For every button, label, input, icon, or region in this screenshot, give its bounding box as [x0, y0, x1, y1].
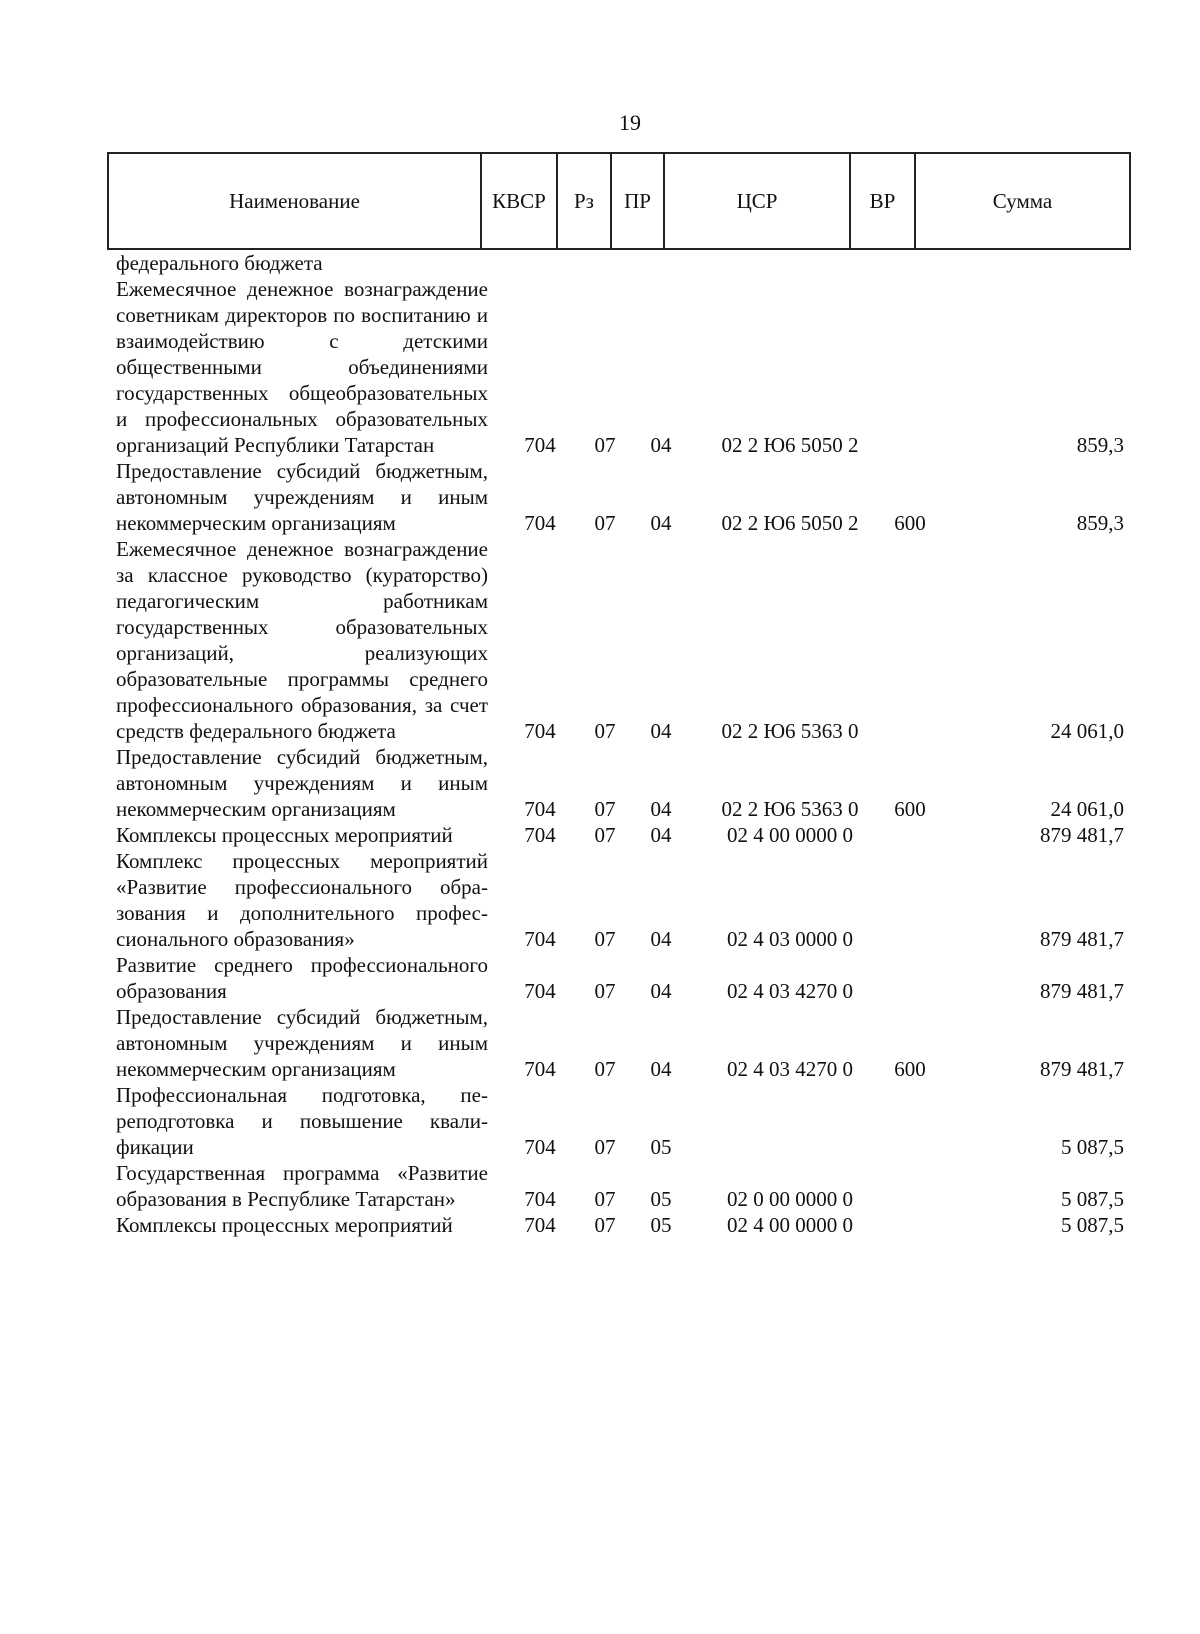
row-vr: 600: [894, 1057, 926, 1081]
table-row: [0, 952, 1200, 1004]
row-pr: 04: [650, 823, 672, 847]
table-row: [0, 744, 1200, 822]
row-csr: 02 2 Ю6 5050 2: [721, 511, 859, 535]
table-row: [0, 1004, 1200, 1082]
row-rz: 07: [594, 1187, 616, 1211]
header-pr: ПР: [611, 153, 664, 249]
row-name: Комплексы процессных мероприятий: [116, 823, 453, 847]
row-name: Комплексы процессных мероприятий: [116, 1213, 453, 1237]
row-sum: 879 481,7: [1040, 927, 1124, 951]
row-rz: 07: [594, 797, 616, 821]
row-pr: 04: [650, 979, 672, 1003]
row-csr: 02 2 Ю6 5363 0: [721, 719, 859, 743]
row-kvsr: 704: [524, 511, 556, 535]
row-csr: 02 2 Ю6 5363 0: [721, 797, 859, 821]
table-row: [0, 1212, 1200, 1238]
header-name: Наименование: [108, 153, 481, 249]
row-kvsr: 704: [524, 1187, 556, 1211]
row-rz: 07: [594, 927, 616, 951]
row-sum: 859,3: [1076, 511, 1124, 535]
row-csr: 02 4 00 0000 0: [727, 1213, 853, 1237]
row-name: Профессиональная подготовка, переподготовка и повышение квалификации: [116, 1083, 488, 1159]
row-sum: 879 481,7: [1040, 979, 1124, 1003]
row-rz: 07: [594, 719, 616, 743]
row-pr: 04: [650, 719, 672, 743]
row-kvsr: 704: [524, 797, 556, 821]
row-csr: 02 2 Ю6 5050 2: [721, 433, 859, 457]
table-header: [107, 152, 1131, 250]
table-row: [0, 276, 1200, 458]
row-csr: 02 4 00 0000 0: [727, 823, 853, 847]
row-kvsr: 704: [524, 433, 556, 457]
row-vr: 600: [894, 797, 926, 821]
row-name: Развитие среднего профессионального образования: [116, 953, 488, 1003]
table-row: [0, 848, 1200, 952]
row-name: Предоставление субсидий бюджетным, автономным учреждениям и иным некоммерческим организациям: [116, 459, 488, 535]
row-sum: 5 087,5: [1061, 1213, 1124, 1237]
row-sum: 879 481,7: [1040, 1057, 1124, 1081]
row-name: Государственная программа «Развитие образования в Республике Татарстан»: [116, 1161, 488, 1211]
row-pr: 04: [650, 511, 672, 535]
row-rz: 07: [594, 433, 616, 457]
row-sum: 859,3: [1076, 433, 1124, 457]
header-sum: Сумма: [915, 153, 1130, 249]
row-csr: 02 4 03 0000 0: [727, 927, 853, 951]
row-kvsr: 704: [524, 1135, 556, 1159]
header-rz: Рз: [557, 153, 611, 249]
table-row: [0, 536, 1200, 744]
row-rz: 07: [594, 1213, 616, 1237]
row-kvsr: 704: [524, 823, 556, 847]
row-rz: 07: [594, 1135, 616, 1159]
header-csr: ЦСР: [664, 153, 850, 249]
row-rz: 07: [594, 1057, 616, 1081]
row-pr: 04: [650, 927, 672, 951]
header-vr: ВР: [850, 153, 915, 249]
table-row: [0, 1160, 1200, 1212]
row-pr: 04: [650, 797, 672, 821]
row-csr: 02 4 03 4270 0: [727, 1057, 853, 1081]
row-kvsr: 704: [524, 979, 556, 1003]
row-name: Комплекс процессных мероприятий «Развитие профессионального образования и дополнительного профессионального образования»: [116, 849, 488, 951]
row-name: Предоставление субсидий бюджетным, автономным учреждениям и иным некоммерческим организациям: [116, 745, 488, 821]
page-number: 19: [619, 110, 641, 135]
row-kvsr: 704: [524, 1213, 556, 1237]
row-sum: 5 087,5: [1061, 1187, 1124, 1211]
row-csr: 02 0 00 0000 0: [727, 1187, 853, 1211]
row-rz: 07: [594, 979, 616, 1003]
row-name: Ежемесячное денежное вознаграждение за классное руководство (кураторство) педагогическим работникам государственных образовательных организаций, реализующих образовательные программы среднего профессионального образования, за счет средств федерального бюджета: [116, 537, 488, 743]
table-body: [0, 250, 1200, 1238]
row-name: Предоставление субсидий бюджетным, автономным учреждениям и иным некоммерческим организациям: [116, 1005, 488, 1081]
row-vr: 600: [894, 511, 926, 535]
header-kvsr: КВСР: [481, 153, 557, 249]
table-row: [0, 1082, 1200, 1160]
row-rz: 07: [594, 823, 616, 847]
row-name: Ежемесячное денежное вознаграждение советникам директоров по воспитанию и взаимодействию с детскими общественными объединениями государственных общеобразовательных и профессиональных образовательных организаций Республики Татарстан: [116, 277, 488, 457]
row-pr: 04: [650, 433, 672, 457]
table-row: [0, 250, 1200, 276]
table-row: [0, 458, 1200, 536]
row-kvsr: 704: [524, 1057, 556, 1081]
row-pr: 04: [650, 1057, 672, 1081]
row-sum: 5 087,5: [1061, 1135, 1124, 1159]
row-kvsr: 704: [524, 927, 556, 951]
table-row: [0, 822, 1200, 848]
row-sum: 879 481,7: [1040, 823, 1124, 847]
row-pr: 05: [650, 1135, 672, 1159]
row-rz: 07: [594, 511, 616, 535]
row-name: федерального бюджета: [116, 251, 323, 275]
row-pr: 05: [650, 1187, 672, 1211]
row-csr: 02 4 03 4270 0: [727, 979, 853, 1003]
row-pr: 05: [650, 1213, 672, 1237]
row-sum: 24 061,0: [1050, 797, 1124, 821]
row-kvsr: 704: [524, 719, 556, 743]
row-sum: 24 061,0: [1050, 719, 1124, 743]
